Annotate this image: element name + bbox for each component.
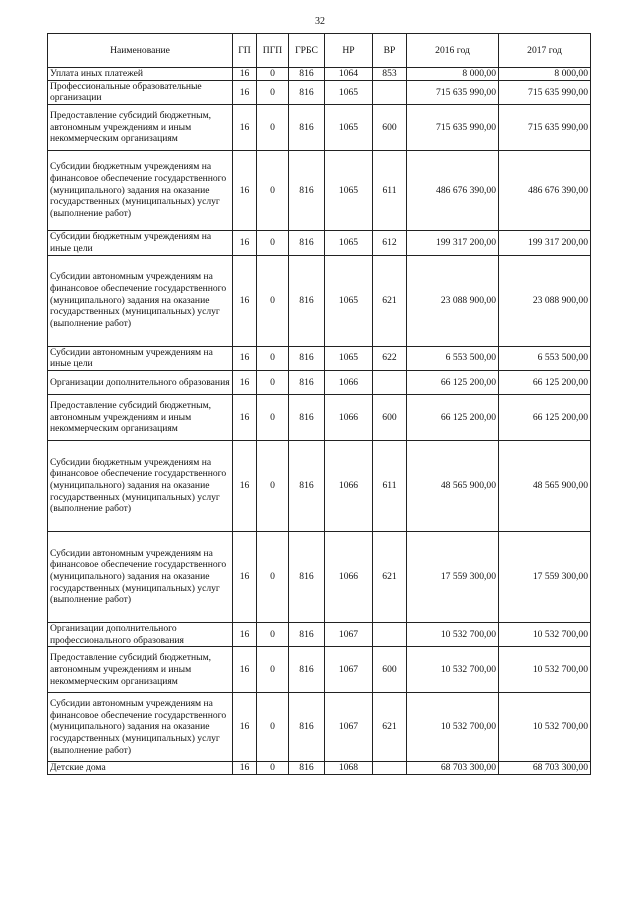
cell-gp: 16	[233, 647, 257, 693]
table-row	[48, 693, 591, 762]
header-2016: 2016 год	[407, 34, 499, 68]
cell-grbs: 816	[289, 693, 325, 762]
cell-pgp: 0	[257, 440, 289, 531]
cell-nr: 1065	[325, 346, 373, 370]
cell-nr: 1066	[325, 370, 373, 394]
table-row	[48, 105, 591, 151]
cell-grbs: 816	[289, 762, 325, 775]
cell-2017: 66 125 200,00	[499, 394, 591, 440]
cell-nr: 1064	[325, 68, 373, 81]
cell-vr	[373, 622, 407, 646]
cell-nr: 1065	[325, 255, 373, 346]
cell-2016: 715 635 990,00	[407, 105, 499, 151]
cell-nr: 1067	[325, 647, 373, 693]
cell-2016: 6 553 500,00	[407, 346, 499, 370]
cell-2017: 23 088 900,00	[499, 255, 591, 346]
cell-gp: 16	[233, 80, 257, 104]
cell-2017: 48 565 900,00	[499, 440, 591, 531]
cell-grbs: 816	[289, 531, 325, 622]
table-row	[48, 440, 591, 531]
cell-gp: 16	[233, 105, 257, 151]
cell-grbs: 816	[289, 622, 325, 646]
header-pgp: ПГП	[257, 34, 289, 68]
cell-nr: 1068	[325, 762, 373, 775]
cell-gp: 16	[233, 622, 257, 646]
cell-2016: 8 000,00	[407, 68, 499, 81]
cell-pgp: 0	[257, 68, 289, 81]
cell-nr: 1065	[325, 105, 373, 151]
cell-2017: 715 635 990,00	[499, 80, 591, 104]
table-row	[48, 622, 591, 646]
cell-vr: 612	[373, 231, 407, 255]
cell-gp: 16	[233, 68, 257, 81]
cell-name: Организации дополнительного образования	[48, 370, 233, 394]
cell-grbs: 816	[289, 440, 325, 531]
table-row	[48, 531, 591, 622]
cell-gp: 16	[233, 151, 257, 231]
cell-gp: 16	[233, 693, 257, 762]
cell-2016: 10 532 700,00	[407, 647, 499, 693]
cell-name: Субсидии бюджетным учреждениям на иные цели	[48, 231, 233, 255]
cell-grbs: 816	[289, 346, 325, 370]
cell-vr: 611	[373, 440, 407, 531]
cell-pgp: 0	[257, 255, 289, 346]
table-row	[48, 394, 591, 440]
cell-vr: 853	[373, 68, 407, 81]
cell-2017: 68 703 300,00	[499, 762, 591, 775]
table-body	[48, 68, 591, 775]
cell-2016: 68 703 300,00	[407, 762, 499, 775]
cell-nr: 1065	[325, 151, 373, 231]
table-row	[48, 346, 591, 370]
cell-name: Организации дополнительного профессионального образования	[48, 622, 233, 646]
cell-vr	[373, 80, 407, 104]
header-grbs: ГРБС	[289, 34, 325, 68]
header-2017: 2017 год	[499, 34, 591, 68]
cell-name: Уплата иных платежей	[48, 68, 233, 81]
cell-nr: 1065	[325, 80, 373, 104]
cell-2016: 10 532 700,00	[407, 622, 499, 646]
cell-pgp: 0	[257, 647, 289, 693]
cell-2016: 66 125 200,00	[407, 394, 499, 440]
cell-2017: 17 559 300,00	[499, 531, 591, 622]
table-row	[48, 151, 591, 231]
cell-pgp: 0	[257, 762, 289, 775]
cell-gp: 16	[233, 231, 257, 255]
cell-pgp: 0	[257, 693, 289, 762]
table-row	[48, 647, 591, 693]
cell-name: Предоставление субсидий бюджетным, автономным учреждениям и иным некоммерческим организациям	[48, 394, 233, 440]
cell-pgp: 0	[257, 231, 289, 255]
cell-gp: 16	[233, 255, 257, 346]
cell-grbs: 816	[289, 647, 325, 693]
cell-grbs: 816	[289, 370, 325, 394]
cell-2016: 23 088 900,00	[407, 255, 499, 346]
cell-2017: 10 532 700,00	[499, 647, 591, 693]
table-row	[48, 762, 591, 775]
header-gp: ГП	[233, 34, 257, 68]
cell-name: Профессиональные образовательные организации	[48, 80, 233, 104]
cell-pgp: 0	[257, 151, 289, 231]
cell-pgp: 0	[257, 80, 289, 104]
cell-vr: 600	[373, 105, 407, 151]
cell-grbs: 816	[289, 68, 325, 81]
cell-2017: 6 553 500,00	[499, 346, 591, 370]
table-row	[48, 68, 591, 81]
cell-nr: 1067	[325, 693, 373, 762]
cell-pgp: 0	[257, 622, 289, 646]
cell-2017: 10 532 700,00	[499, 693, 591, 762]
cell-nr: 1066	[325, 531, 373, 622]
table-row	[48, 370, 591, 394]
cell-2016: 715 635 990,00	[407, 80, 499, 104]
table-row	[48, 255, 591, 346]
cell-gp: 16	[233, 394, 257, 440]
cell-2016: 48 565 900,00	[407, 440, 499, 531]
cell-2016: 199 317 200,00	[407, 231, 499, 255]
table-row	[48, 80, 591, 104]
cell-vr: 600	[373, 394, 407, 440]
cell-vr: 600	[373, 647, 407, 693]
cell-nr: 1066	[325, 440, 373, 531]
cell-grbs: 816	[289, 394, 325, 440]
cell-name: Предоставление субсидий бюджетным, автономным учреждениям и иным некоммерческим организациям	[48, 647, 233, 693]
cell-gp: 16	[233, 440, 257, 531]
cell-2016: 17 559 300,00	[407, 531, 499, 622]
cell-gp: 16	[233, 370, 257, 394]
cell-name: Субсидии автономным учреждениям на финансовое обеспечение государственного (муниципального) задания на оказание государственных (муниципальных) услуг (выполнение работ)	[48, 693, 233, 762]
table-header-row	[48, 34, 591, 68]
cell-grbs: 816	[289, 255, 325, 346]
cell-vr: 621	[373, 255, 407, 346]
cell-2017: 10 532 700,00	[499, 622, 591, 646]
cell-vr: 621	[373, 531, 407, 622]
cell-vr: 621	[373, 693, 407, 762]
cell-vr: 622	[373, 346, 407, 370]
cell-2016: 66 125 200,00	[407, 370, 499, 394]
cell-grbs: 816	[289, 80, 325, 104]
cell-name: Предоставление субсидий бюджетным, автономным учреждениям и иным некоммерческим организациям	[48, 105, 233, 151]
cell-name: Субсидии автономным учреждениям на финансовое обеспечение государственного (муниципального) задания на оказание государственных (муниципальных) услуг (выполнение работ)	[48, 531, 233, 622]
cell-vr: 611	[373, 151, 407, 231]
cell-name: Субсидии автономным учреждениям на финансовое обеспечение государственного (муниципального) задания на оказание государственных (муниципальных) услуг (выполнение работ)	[48, 255, 233, 346]
header-nr: НР	[325, 34, 373, 68]
cell-name: Субсидии автономным учреждениям на иные цели	[48, 346, 233, 370]
table-row	[48, 231, 591, 255]
cell-gp: 16	[233, 346, 257, 370]
cell-pgp: 0	[257, 531, 289, 622]
cell-name: Детские дома	[48, 762, 233, 775]
cell-2017: 8 000,00	[499, 68, 591, 81]
cell-2017: 199 317 200,00	[499, 231, 591, 255]
header-vr: ВР	[373, 34, 407, 68]
cell-pgp: 0	[257, 394, 289, 440]
cell-nr: 1066	[325, 394, 373, 440]
cell-name: Субсидии бюджетным учреждениям на финансовое обеспечение государственного (муниципального) задания на оказание государственных (муниципальных) услуг (выполнение работ)	[48, 151, 233, 231]
cell-grbs: 816	[289, 231, 325, 255]
cell-nr: 1067	[325, 622, 373, 646]
cell-vr	[373, 762, 407, 775]
cell-gp: 16	[233, 762, 257, 775]
cell-grbs: 816	[289, 151, 325, 231]
page-number: 32	[315, 16, 325, 27]
cell-2017: 66 125 200,00	[499, 370, 591, 394]
budget-table	[47, 33, 591, 775]
header-name: Наименование	[48, 34, 233, 68]
cell-gp: 16	[233, 531, 257, 622]
cell-2016: 10 532 700,00	[407, 693, 499, 762]
cell-nr: 1065	[325, 231, 373, 255]
cell-pgp: 0	[257, 105, 289, 151]
cell-vr	[373, 370, 407, 394]
cell-grbs: 816	[289, 105, 325, 151]
cell-2017: 715 635 990,00	[499, 105, 591, 151]
cell-name: Субсидии бюджетным учреждениям на финансовое обеспечение государственного (муниципального) задания на оказание государственных (муниципальных) услуг (выполнение работ)	[48, 440, 233, 531]
cell-pgp: 0	[257, 346, 289, 370]
cell-2016: 486 676 390,00	[407, 151, 499, 231]
cell-2017: 486 676 390,00	[499, 151, 591, 231]
cell-pgp: 0	[257, 370, 289, 394]
